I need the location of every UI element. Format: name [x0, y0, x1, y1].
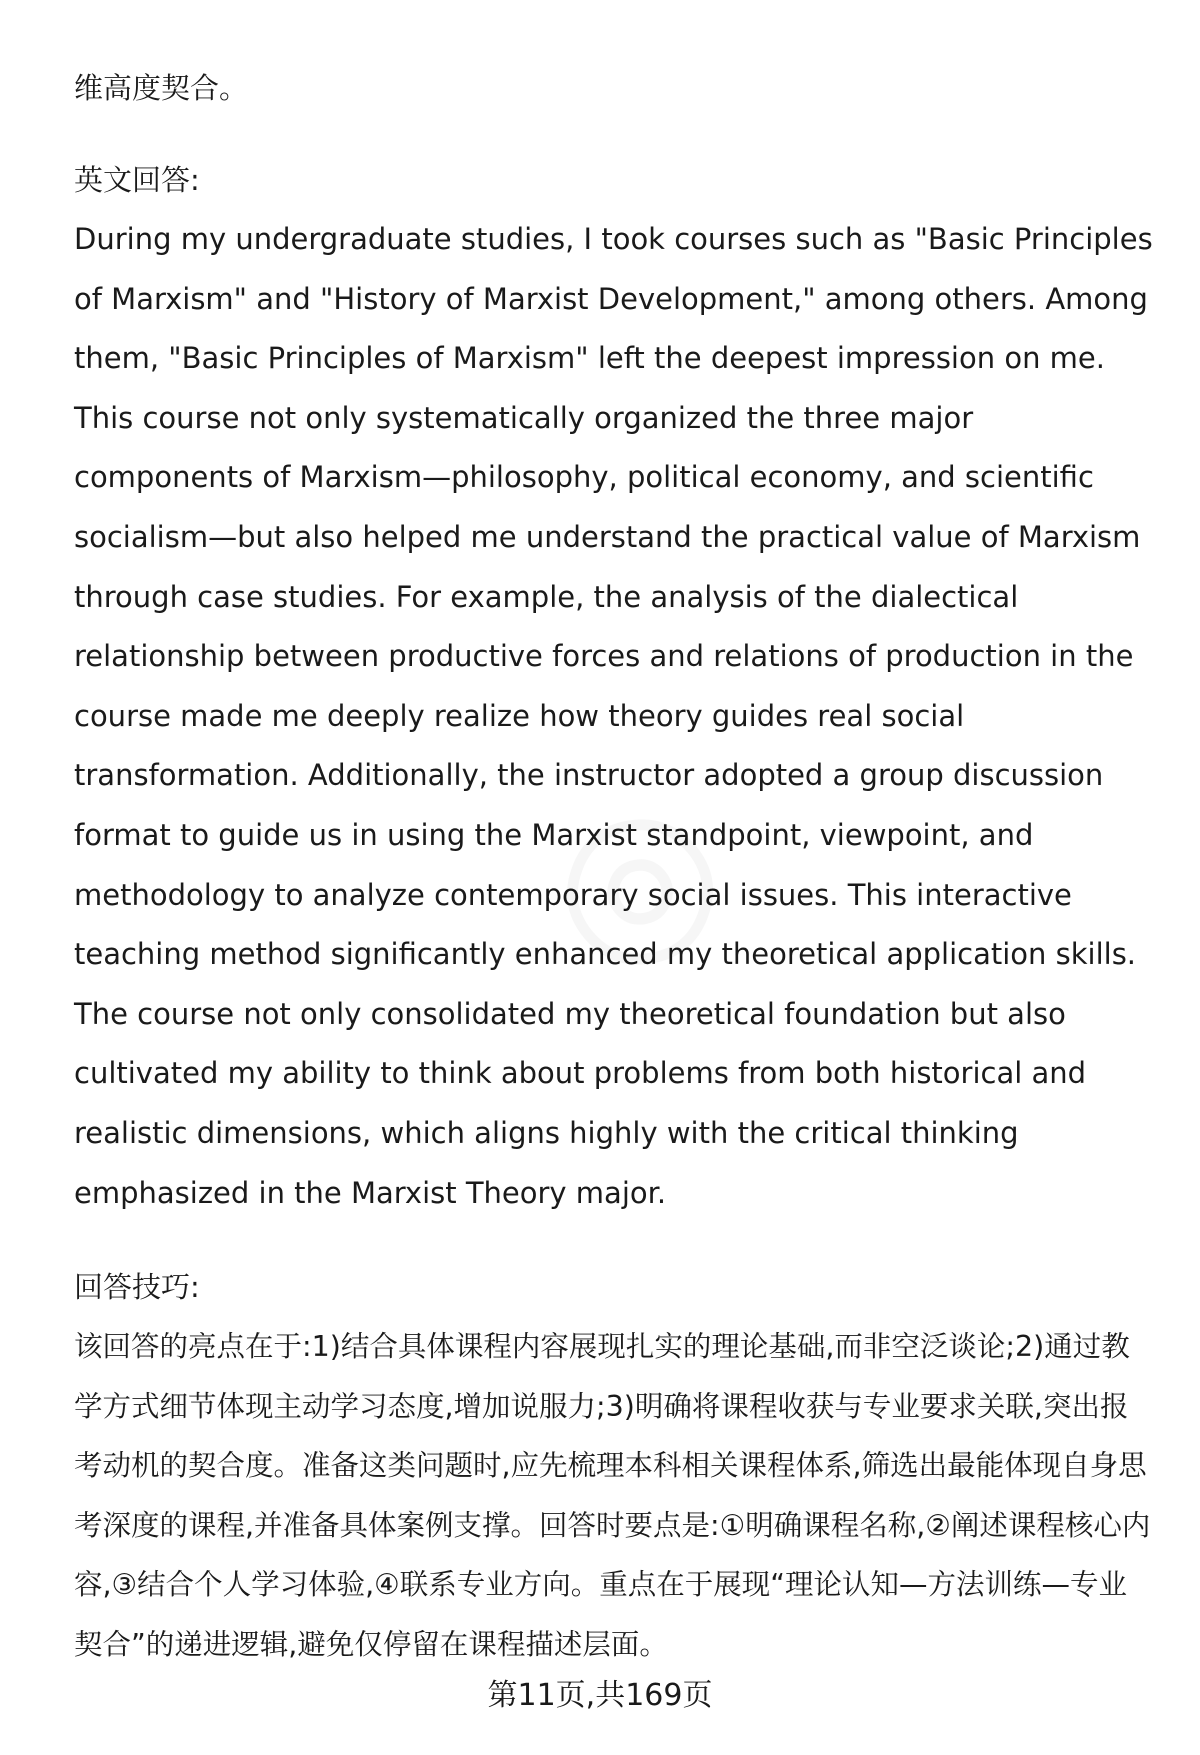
spacer	[74, 1223, 1140, 1257]
spacer	[74, 118, 1140, 150]
tips-paragraph: 该回答的亮点在于:1)结合具体课程内容展现扎实的理论基础,而非空泛谈论;2)通过教学方式细节体现主动学习态度,增加说服力;3)明确将课程收获与专业要求关联,突出报考动机的契合度。准备这类问题时,应先梳理本科相关课程体系,筛选出最能体现自身思考深度的课程,并准备具体案例支撑。回答时要点是:①明确课程名称,②阐述课程核心内容,③结合个人学习体验,④联系专业方向。重点在于展现“理论认知—方法训练—专业契合”的递进逻辑,避免仅停留在课程描述层面。	[74, 1330, 1151, 1661]
english-answer-heading: 英文回答:	[74, 163, 200, 197]
page-indicator: 第11页,共169页	[487, 1678, 713, 1713]
tips-heading: 回答技巧:	[74, 1270, 200, 1305]
continuation-line: 维高度契合。	[74, 71, 249, 105]
english-answer-paragraph: During my undergraduate studies, I took courses such as "Basic Principles of Marxism" and "History of Marxist Development," among others. Among them, "Basic Principles of Marxism" left the deepest impression on me. This course not only systematically organized the three major components of Marxism—philosophy, political economy, and scientific socialism—but also helped me understand the practical value of Marxism through case studies. For example, the analysis of the dialectical relationship between productive forces and relations of production in the course made me deeply realize how theory guides real social transformation. Additionally, the instructor adopted a group discussion format to guide us in using the Marxist standpoint, viewpoint, and methodology to analyze contemporary social issues. This interactive teaching method significantly enhanced my theoretical application skills. The course not only consolidated my theoretical foundation but also cultivated my ability to think about problems from both historical and realistic dimensions, which aligns highly with the critical thinking emphasized in the Marxist Theory major.	[74, 222, 1153, 1210]
document-body	[74, 58, 1153, 1674]
